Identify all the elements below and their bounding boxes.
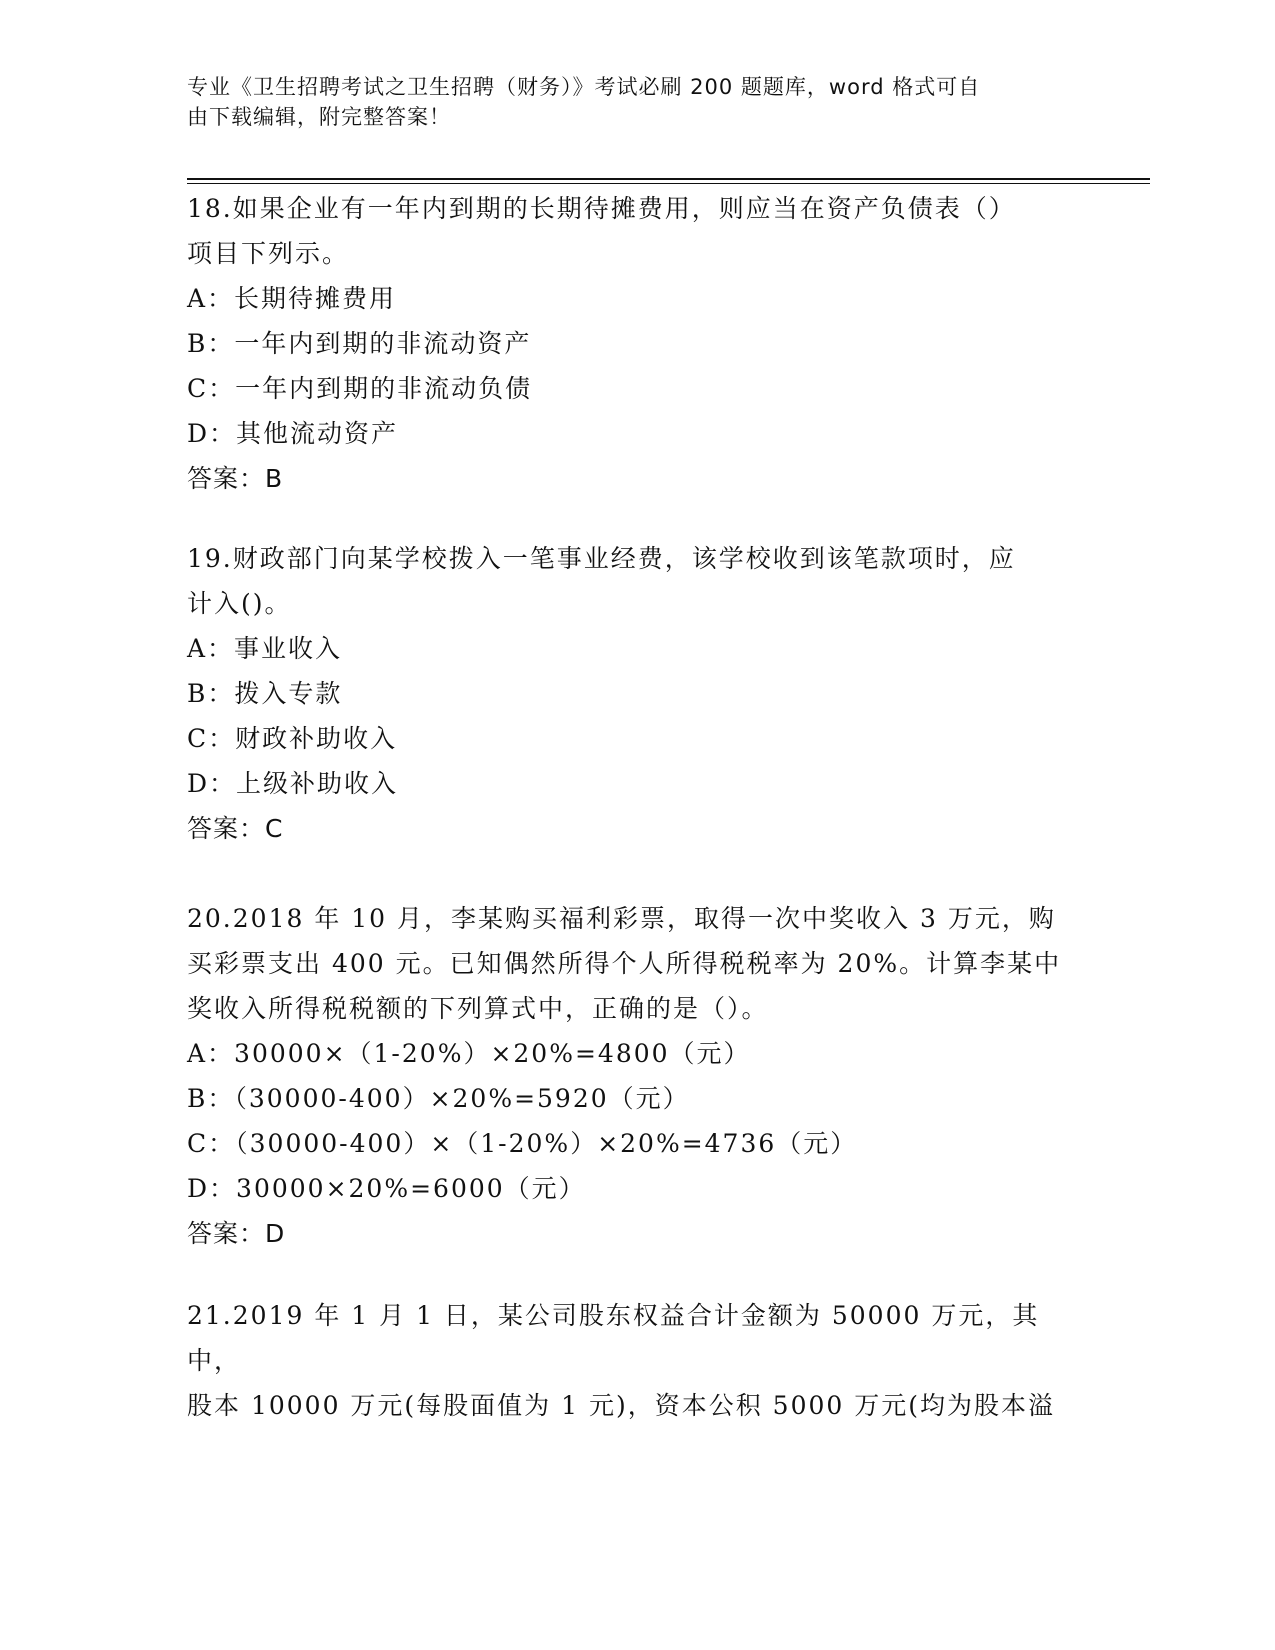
question-stem-line: 买彩票支出 400 元。已知偶然所得个人所得税税率为 20%。计算李某中: [187, 949, 1062, 978]
option-a: A：事业收入: [187, 634, 343, 663]
header-divider-thin: [187, 183, 1150, 184]
question-stem-line: 19.财政部门向某学校拨入一笔事业经费，该学校收到该笔款项时，应: [187, 544, 1016, 573]
option-b: B：一年内到期的非流动资产: [187, 329, 532, 358]
question-21: [187, 1293, 1087, 1428]
question-stem-line: 21.2019 年 1 月 1 日，某公司股东权益合计金额为 50000 万元，其中，: [187, 1301, 1040, 1375]
option-c: C：（30000-400）×（1-20%）×20%=4736（元）: [187, 1129, 858, 1158]
question-stem-line: 项目下列示。: [187, 239, 350, 268]
option-d: D：30000×20%=6000（元）: [187, 1174, 586, 1203]
header-line-2: 由下载编辑，附完整答案！: [187, 105, 451, 129]
header-divider-thick: [187, 178, 1150, 180]
answer-line: 答案：C: [187, 814, 284, 843]
question-stem-line: 股本 10000 万元(每股面值为 1 元)，资本公积 5000 万元(均为股本溢: [187, 1391, 1056, 1420]
header-line-1: 专业《卫生招聘考试之卫生招聘（财务）》考试必刷 200 题题库，word 格式可自: [187, 75, 981, 99]
option-d: D：其他流动资产: [187, 419, 399, 448]
option-d: D：上级补助收入: [187, 769, 399, 798]
question-18: [187, 186, 1087, 501]
document-header: [187, 72, 1087, 132]
option-b: B：拨入专款: [187, 679, 343, 708]
question-stem-line: 奖收入所得税税额的下列算式中，正确的是（）。: [187, 994, 769, 1023]
question-stem-line: 计入()。: [187, 589, 292, 618]
answer-line: 答案：B: [187, 464, 284, 493]
question-stem-line: 20.2018 年 10 月，李某购买福利彩票，取得一次中奖收入 3 万元，购: [187, 904, 1056, 933]
question-20: [187, 896, 1087, 1256]
question-stem-line: 18.如果企业有一年内到期的长期待摊费用，则应当在资产负债表（）: [187, 194, 1016, 223]
question-19: [187, 536, 1087, 851]
answer-line: 答案：D: [187, 1219, 286, 1248]
option-a: A：30000×（1-20%）×20%=4800（元）: [187, 1039, 751, 1068]
option-a: A：长期待摊费用: [187, 284, 397, 313]
option-c: C：一年内到期的非流动负债: [187, 374, 533, 403]
option-b: B：（30000-400）×20%=5920（元）: [187, 1084, 690, 1113]
option-c: C：财政补助收入: [187, 724, 398, 753]
